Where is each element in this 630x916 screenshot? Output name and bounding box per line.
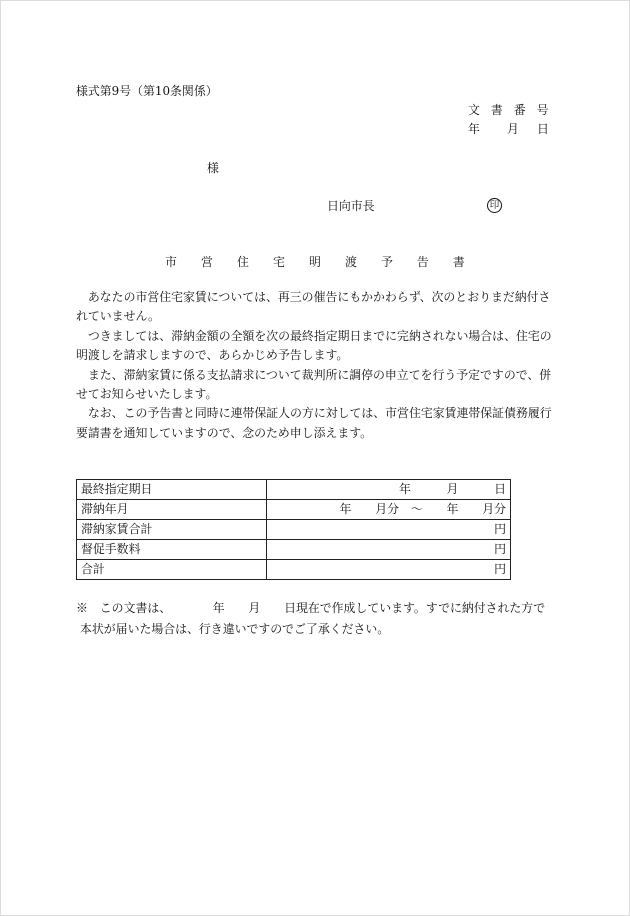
table-row	[77, 560, 511, 580]
body-line: あなたの市営住宅家賃については、再三の催告にもかかわらず、次のとおりまだ納付さ	[76, 290, 551, 304]
body-line: 明渡しを請求しますので、あらかじめ予告します。	[76, 348, 349, 363]
row-label-final-deadline: 最終指定期日	[77, 480, 267, 500]
row-value-reminder-fee: 円	[267, 540, 511, 560]
row-value-grand-total: 円	[267, 560, 511, 580]
seal-mark: 印	[487, 198, 502, 213]
row-label-arrears-period: 滞納年月	[77, 500, 267, 520]
note-line: ※ この文書は、 年 月 日現在で作成しています。すでに納付された方で	[76, 601, 546, 615]
body-line: また、滞納家賃に係る支払請求について裁判所に調停の申立てを行う予定ですので、併	[76, 367, 552, 382]
issue-date-month-label: 月	[507, 122, 519, 136]
row-label-rent-arrears-total: 滞納家賃合計	[77, 520, 267, 540]
row-value-arrears-period: 年 月分 ～ 年 月分	[267, 500, 511, 520]
addressee-honorific: 様	[207, 161, 219, 175]
body-line: 要請書を通知していますので、念のため申し添えます。	[76, 425, 373, 440]
body-line: せてお知らせいたします。	[76, 386, 218, 401]
arrears-table	[76, 479, 511, 580]
document-number-label: 文書番号	[468, 103, 560, 117]
body-line: つきましては、滞納金額の全額を次の最終指定期日までに完納されない場合は、住宅の	[76, 328, 552, 343]
sender-name: 日向市長	[327, 199, 375, 213]
body-line: なお、この予告書と同時に連帯保証人の方に対しては、市営住宅家賃連帯保証債務履行	[76, 406, 552, 421]
note-line: 本状が届いた場合は、行き違いですのでご了承ください。	[80, 622, 390, 636]
table-row	[77, 540, 511, 560]
table-row	[77, 500, 511, 520]
row-label-grand-total: 合計	[77, 560, 267, 580]
row-value-rent-arrears-total: 円	[267, 520, 511, 540]
document-title: 市営住宅明渡予告書	[165, 255, 489, 269]
table-row	[77, 520, 511, 540]
issue-date-year-label: 年	[468, 122, 480, 136]
row-value-final-deadline: 年 月 日	[267, 480, 511, 500]
table-row	[77, 480, 511, 500]
row-label-reminder-fee: 督促手数料	[77, 540, 267, 560]
notice-body	[76, 288, 566, 443]
body-line: れていません。	[76, 309, 160, 324]
form-number: 様式第9号（第10条関係）	[76, 84, 218, 98]
issue-date-day-label: 日	[537, 122, 549, 136]
